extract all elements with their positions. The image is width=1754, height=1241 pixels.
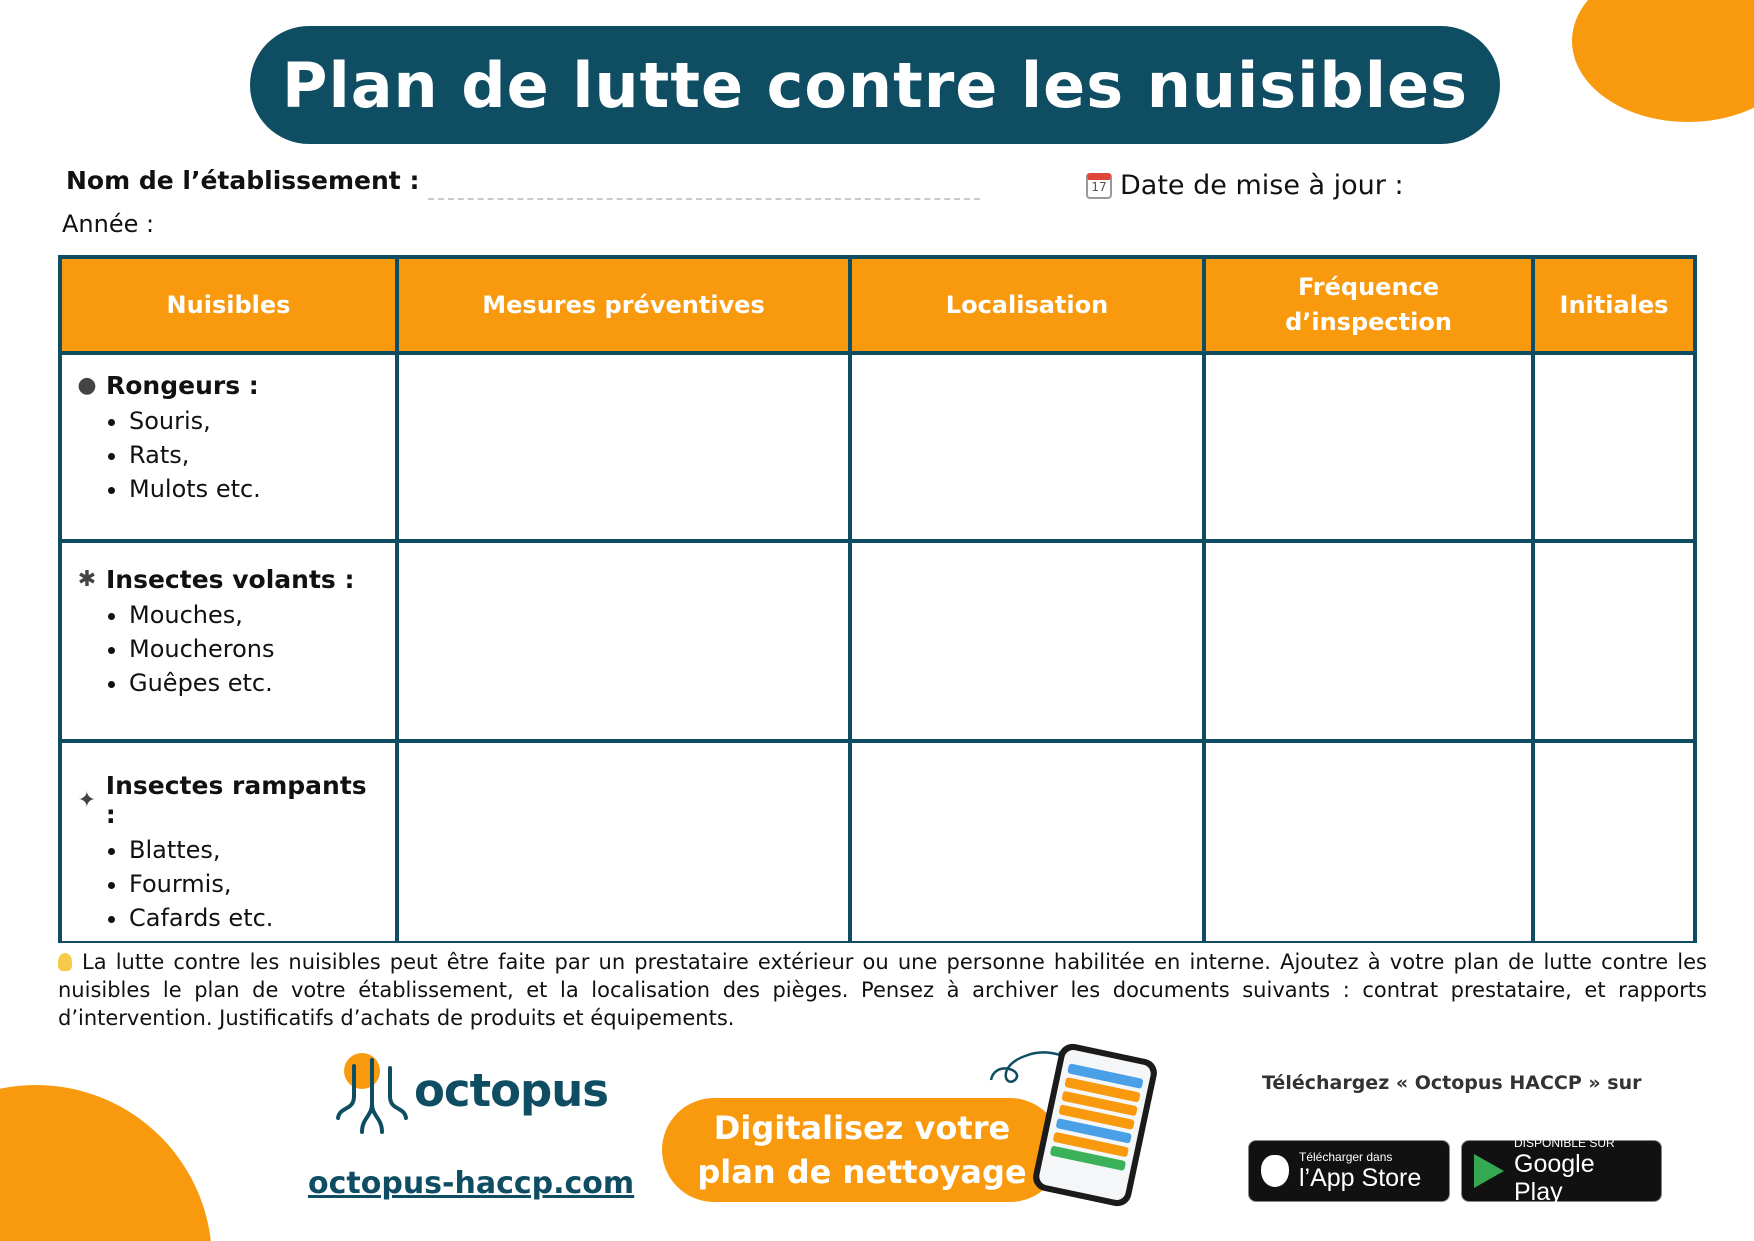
pest-item: • Mouches,	[129, 598, 383, 632]
pest-title: Rongeurs :	[106, 371, 259, 400]
octopus-icon	[332, 1056, 412, 1146]
pest-title: Insectes volants :	[106, 565, 355, 594]
decorative-circle-bottom-left	[0, 1085, 212, 1241]
establishment-name-label: Nom de l’établissement :	[66, 166, 420, 195]
header-localisation: Localisation	[852, 259, 1202, 351]
cockroach-icon: ✦	[77, 787, 97, 813]
app-store-small-text: Télécharger dans	[1299, 1150, 1393, 1164]
page-title: Plan de lutte contre les nuisibles	[282, 48, 1468, 122]
google-play-badge[interactable]	[1461, 1136, 1662, 1206]
cta-line-1: Digitalisez votre	[713, 1109, 1011, 1147]
header-frequence: Fréquence d’inspection	[1206, 259, 1531, 351]
header-nuisibles: Nuisibles	[62, 259, 395, 351]
decorative-circle-top-right	[1572, 0, 1754, 122]
octopus-logo	[332, 1048, 632, 1148]
calendar-icon: 17	[1086, 173, 1112, 199]
cell-initiales-rongeurs[interactable]	[1535, 355, 1693, 539]
cell-mesures-rongeurs[interactable]	[399, 355, 848, 539]
google-play-small-text: DISPONIBLE SUR	[1514, 1136, 1615, 1150]
pest-control-table	[58, 255, 1697, 943]
pest-item: • Blattes,	[129, 833, 383, 867]
cell-initiales-volants[interactable]	[1535, 543, 1693, 739]
title-banner	[250, 26, 1500, 144]
fly-icon: ✱	[77, 567, 97, 592]
pest-cell-rongeurs	[62, 355, 395, 539]
google-play-icon	[1474, 1154, 1504, 1188]
pest-cell-insectes-rampants	[62, 743, 395, 941]
header-initiales: Initiales	[1535, 259, 1693, 351]
pest-item: • Moucherons	[129, 632, 383, 666]
pest-item: • Guêpes etc.	[129, 666, 383, 700]
pest-item: • Rats,	[129, 438, 383, 472]
pest-item: • Fourmis,	[129, 867, 383, 901]
update-date-field	[1086, 170, 1404, 201]
apple-icon	[1261, 1155, 1289, 1187]
cell-frequence-volants[interactable]	[1206, 543, 1531, 739]
pest-item: • Cafards etc.	[129, 901, 383, 935]
cell-mesures-rampants[interactable]	[399, 743, 848, 941]
cell-frequence-rampants[interactable]	[1206, 743, 1531, 941]
pest-cell-insectes-volants	[62, 543, 395, 739]
info-note	[58, 948, 1707, 1032]
info-note-text: La lutte contre les nuisibles peut être faite par un prestataire extérieur ou une personne habilitée en interne. Ajoutez à votre plan de lutte contre les nuisibles le plan de votre établissement, et la localisation des pièges. Pensez à archiver les documents suivants : contrat prestataire, et rapports d’intervention. Justificatifs d’achats de produits et équipements.	[58, 950, 1707, 1030]
year-label: Année :	[62, 210, 155, 238]
header-mesures: Mesures préventives	[399, 259, 848, 351]
rat-icon: ●	[77, 373, 97, 398]
website-link[interactable]: octopus-haccp.com	[308, 1166, 635, 1201]
logo-text: octopus	[414, 1064, 609, 1117]
cell-localisation-rongeurs[interactable]	[852, 355, 1202, 539]
establishment-name-field[interactable]	[428, 198, 980, 200]
pest-item: • Mulots etc.	[129, 472, 383, 506]
app-store-big-text: l’App Store	[1299, 1164, 1422, 1192]
cell-frequence-rongeurs[interactable]	[1206, 355, 1531, 539]
store-caption: Téléchargez « Octopus HACCP » sur	[1262, 1072, 1642, 1094]
cell-localisation-volants[interactable]	[852, 543, 1202, 739]
cell-mesures-volants[interactable]	[399, 543, 848, 739]
pest-item: • Souris,	[129, 404, 383, 438]
lightbulb-icon	[58, 953, 72, 971]
cta-line-2: plan de nettoyage	[697, 1153, 1027, 1191]
app-store-badge[interactable]	[1248, 1140, 1450, 1202]
cta-digitalize-button[interactable]	[662, 1098, 1062, 1202]
cell-localisation-rampants[interactable]	[852, 743, 1202, 941]
google-play-big-text: Google Play	[1514, 1150, 1595, 1206]
update-date-label: Date de mise à jour :	[1120, 170, 1404, 201]
pest-title: Insectes rampants :	[105, 771, 367, 829]
cell-initiales-rampants[interactable]	[1535, 743, 1693, 941]
